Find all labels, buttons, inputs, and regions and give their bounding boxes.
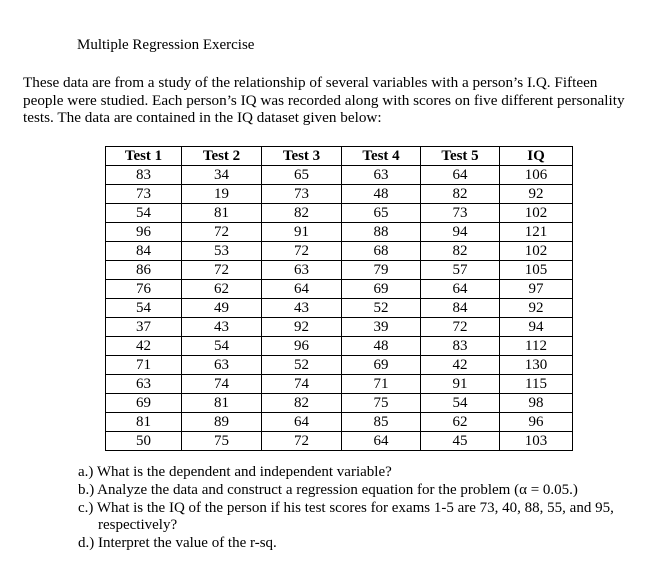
column-header-iq: IQ <box>500 147 573 166</box>
table-cell: 72 <box>262 242 342 261</box>
table-cell: 79 <box>342 261 421 280</box>
table-cell: 52 <box>342 299 421 318</box>
table-cell: 82 <box>421 185 500 204</box>
question-c-continuation: respectively? <box>98 517 178 534</box>
question-list <box>78 464 658 553</box>
table-cell: 92 <box>262 318 342 337</box>
table-cell: 98 <box>500 394 573 413</box>
table-cell: 72 <box>421 318 500 337</box>
table-cell: 69 <box>342 280 421 299</box>
table-cell: 72 <box>182 261 262 280</box>
table-cell: 52 <box>262 356 342 375</box>
table-cell: 106 <box>500 166 573 185</box>
table-cell: 63 <box>342 166 421 185</box>
table-cell: 85 <box>342 413 421 432</box>
table-cell: 81 <box>182 394 262 413</box>
table-cell: 83 <box>421 337 500 356</box>
table-cell: 92 <box>500 299 573 318</box>
table-cell: 64 <box>421 166 500 185</box>
table-cell: 83 <box>106 166 182 185</box>
table-cell: 71 <box>342 375 421 394</box>
column-header-test-1: Test 1 <box>106 147 182 166</box>
table-row <box>106 280 573 299</box>
table-cell: 75 <box>182 432 262 451</box>
table-cell: 68 <box>342 242 421 261</box>
table-cell: 63 <box>106 375 182 394</box>
table-cell: 102 <box>500 204 573 223</box>
table-cell: 64 <box>342 432 421 451</box>
table-cell: 96 <box>262 337 342 356</box>
iq-data-table <box>105 146 573 451</box>
table-cell: 76 <box>106 280 182 299</box>
table-cell: 84 <box>421 299 500 318</box>
table-cell: 50 <box>106 432 182 451</box>
question-c: c.) What is the IQ of the person if his test scores for exams 1-5 are 73, 40, 88, 55, and 95, <box>78 499 614 516</box>
intro-paragraph <box>23 74 649 127</box>
column-header-test-2: Test 2 <box>182 147 262 166</box>
intro-line: These data are from a study of the relationship of several variables with a person’s I.Q. Fifteen <box>23 74 598 91</box>
table-cell: 73 <box>421 204 500 223</box>
table-row <box>106 242 573 261</box>
table-cell: 19 <box>182 185 262 204</box>
table-cell: 96 <box>106 223 182 242</box>
table-cell: 72 <box>262 432 342 451</box>
table-body <box>106 166 573 451</box>
table-cell: 72 <box>182 223 262 242</box>
table-cell: 74 <box>182 375 262 394</box>
table-cell: 64 <box>262 280 342 299</box>
table-cell: 91 <box>421 375 500 394</box>
table-cell: 73 <box>262 185 342 204</box>
table-cell: 42 <box>106 337 182 356</box>
question-a: a.) What is the dependent and independent variable? <box>78 464 392 480</box>
table-cell: 91 <box>262 223 342 242</box>
table-cell: 88 <box>342 223 421 242</box>
table-cell: 64 <box>421 280 500 299</box>
table-header-row <box>106 147 573 166</box>
table-cell: 48 <box>342 337 421 356</box>
table-cell: 49 <box>182 299 262 318</box>
table-cell: 94 <box>500 318 573 337</box>
table-row <box>106 356 573 375</box>
table-cell: 54 <box>182 337 262 356</box>
table-row <box>106 432 573 451</box>
table-cell: 94 <box>421 223 500 242</box>
table-cell: 92 <box>500 185 573 204</box>
table-cell: 62 <box>421 413 500 432</box>
table-cell: 65 <box>262 166 342 185</box>
table-cell: 62 <box>182 280 262 299</box>
table-cell: 42 <box>421 356 500 375</box>
table-row <box>106 375 573 394</box>
table-cell: 54 <box>106 204 182 223</box>
table-cell: 121 <box>500 223 573 242</box>
table-row <box>106 413 573 432</box>
table-cell: 37 <box>106 318 182 337</box>
intro-line: people were studied. Each person’s IQ was recorded along with scores on five different personality <box>23 91 625 109</box>
table-cell: 81 <box>106 413 182 432</box>
column-header-test-4: Test 4 <box>342 147 421 166</box>
table-cell: 34 <box>182 166 262 185</box>
table-cell: 82 <box>262 394 342 413</box>
table-cell: 65 <box>342 204 421 223</box>
table-cell: 74 <box>262 375 342 394</box>
table-cell: 48 <box>342 185 421 204</box>
table-cell: 57 <box>421 261 500 280</box>
table-row <box>106 337 573 356</box>
intro-line: tests. The data are contained in the IQ dataset given below: <box>23 109 382 127</box>
table-cell: 89 <box>182 413 262 432</box>
table-cell: 75 <box>342 394 421 413</box>
table-cell: 69 <box>106 394 182 413</box>
table-cell: 39 <box>342 318 421 337</box>
table-cell: 82 <box>262 204 342 223</box>
document-title: Multiple Regression Exercise <box>77 37 255 53</box>
table-cell: 97 <box>500 280 573 299</box>
table-cell: 73 <box>106 185 182 204</box>
table-cell: 103 <box>500 432 573 451</box>
table-cell: 81 <box>182 204 262 223</box>
table-cell: 71 <box>106 356 182 375</box>
table-row <box>106 299 573 318</box>
question-d: d.) Interpret the value of the r-sq. <box>78 535 277 552</box>
table-cell: 105 <box>500 261 573 280</box>
table-cell: 112 <box>500 337 573 356</box>
table-cell: 102 <box>500 242 573 261</box>
table-row <box>106 261 573 280</box>
table-cell: 96 <box>500 413 573 432</box>
table-cell: 54 <box>421 394 500 413</box>
table-cell: 86 <box>106 261 182 280</box>
table-cell: 63 <box>262 261 342 280</box>
table-row <box>106 185 573 204</box>
table-cell: 130 <box>500 356 573 375</box>
table-row <box>106 318 573 337</box>
table-cell: 53 <box>182 242 262 261</box>
table-row <box>106 166 573 185</box>
table-cell: 43 <box>262 299 342 318</box>
table-cell: 82 <box>421 242 500 261</box>
table-cell: 64 <box>262 413 342 432</box>
table-cell: 115 <box>500 375 573 394</box>
table-row <box>106 394 573 413</box>
table-cell: 43 <box>182 318 262 337</box>
table-cell: 84 <box>106 242 182 261</box>
column-header-test-5: Test 5 <box>421 147 500 166</box>
table-row <box>106 223 573 242</box>
table-cell: 54 <box>106 299 182 318</box>
table-cell: 63 <box>182 356 262 375</box>
table-cell: 45 <box>421 432 500 451</box>
column-header-test-3: Test 3 <box>262 147 342 166</box>
table-cell: 69 <box>342 356 421 375</box>
question-b: b.) Analyze the data and construct a regression equation for the problem (α = 0.05.) <box>78 481 578 498</box>
table-row <box>106 204 573 223</box>
